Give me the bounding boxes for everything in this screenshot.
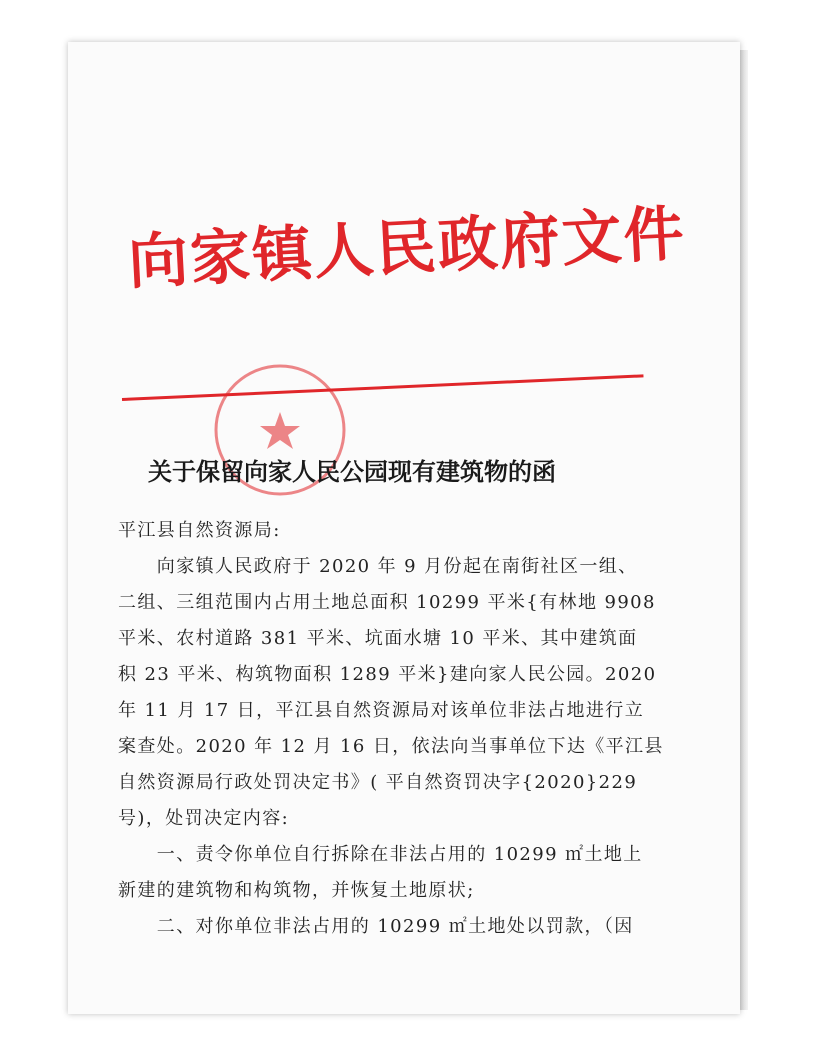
addressee: 平江县自然资源局: xyxy=(118,520,281,541)
body-line: 积 23 平米、构筑物面积 1289 平米}建向家人民公园。2020 xyxy=(118,664,657,685)
document-header: 向家镇人民政府文件 xyxy=(126,198,688,298)
body-line: 年 11 月 17 日，平江县自然资源局对该单位非法占地进行立 xyxy=(118,700,645,721)
body-line: 二、对你单位非法占用的 10299 ㎡土地处以罚款，（因 xyxy=(118,916,634,937)
body-line: 一、责令你单位自行拆除在非法占用的 10299 ㎡土地上 xyxy=(118,844,643,865)
document-title: 关于保留向家人民公园现有建筑物的函 xyxy=(148,457,556,486)
body-line: 向家镇人民政府于 2020 年 9 月份起在南街社区一组、 xyxy=(118,556,638,577)
body-line: 自然资源局行政处罚决定书》( 平自然资罚决字{2020}229 xyxy=(118,772,638,793)
body-line: 二组、三组范围内占用土地总面积 10299 平米{有林地 9908 xyxy=(118,592,656,613)
page-edge-shadow xyxy=(740,50,748,1010)
body-line: 平米、农村道路 381 平米、坑面水塘 10 平米、其中建筑面 xyxy=(118,628,638,649)
body-line: 号)，处罚决定内容: xyxy=(118,808,290,829)
body-line: 案查处。2020 年 12 月 16 日，依法向当事单位下达《平江县 xyxy=(118,736,664,757)
body-line: 新建的建筑物和构筑物，并恢复土地原状; xyxy=(118,880,475,901)
